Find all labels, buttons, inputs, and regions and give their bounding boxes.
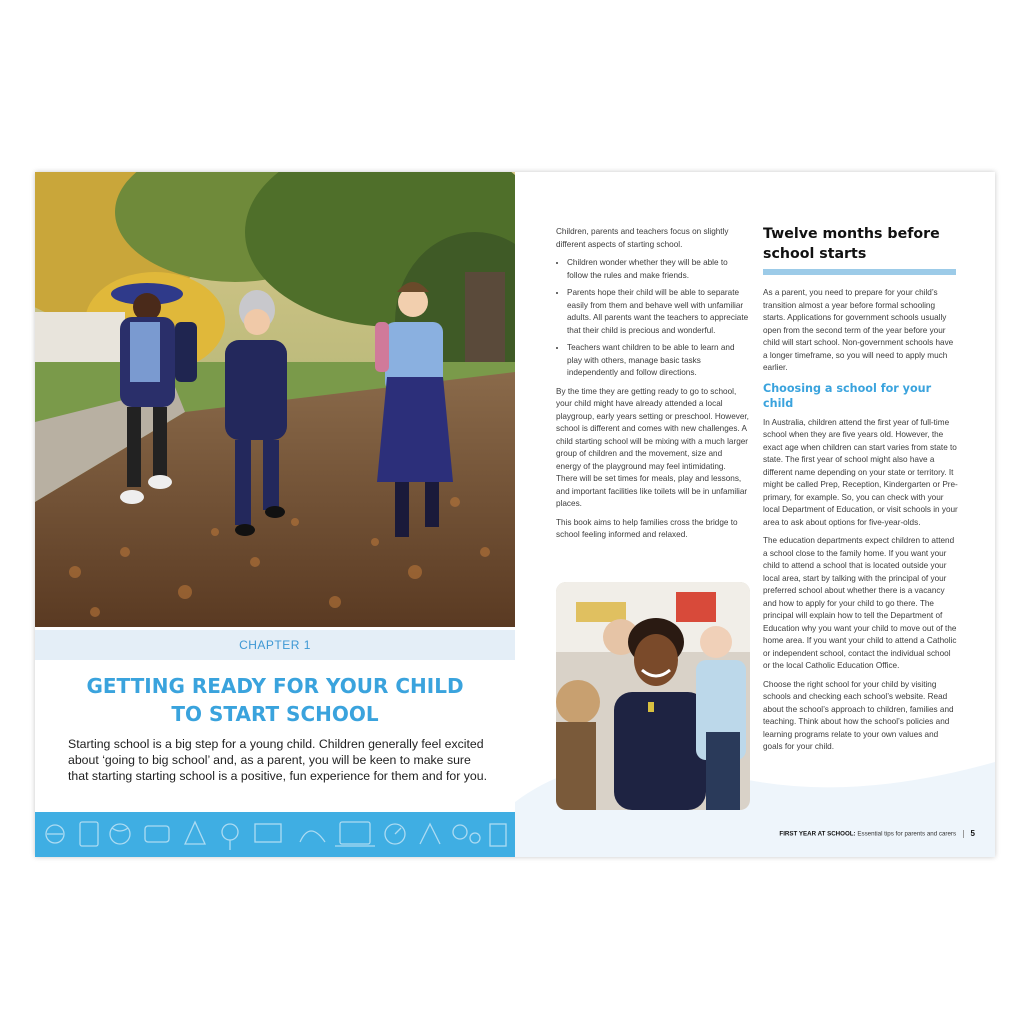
- col2-paragraph-3: The education departments expect children to attend a school close to the family home. If you want your child to attend a school that is located outside your local area, start by talking with the principal of your preferred school about whether there is a vacancy and how to apply for your child to go there. The principal will explain how to tell the Department of Education why you want your child to move out of the home area. If you want your child to attend a Catholic or independent school, contact the individual school or the local Catholic Education Office.: [763, 536, 957, 670]
- chapter-title: [55, 672, 495, 728]
- right-page: [515, 172, 995, 857]
- heading-underline: [763, 269, 956, 275]
- children-running-photo: [35, 172, 515, 627]
- focus-bullet-list: [556, 257, 749, 380]
- list-item: • Children wonder whether they will be able to follow the rules and make friends.: [567, 257, 749, 282]
- col1-paragraph-1: Children, parents and teachers focus on slightly different aspects of starting school.: [556, 227, 729, 249]
- list-item: • Parents hope their child will be able to separate easily from them and behave well with unfamiliar adults. All parents want the teachers to appreciate that their child is precious and wonderful.: [567, 287, 749, 337]
- col2-paragraph-2: In Australia, children attend the first year of full-time school when they are five years old. However, the exact age when children can start varies from state to state. The first year of school might also have a different name depending on your state or territory. It might be called Prep, Reception, Kindergarten or Pre-primary, for example. So, you can check with your local Department of Education, or visit schools in your area to ask about options for five-year-olds.: [763, 417, 958, 527]
- page-number: 5: [970, 829, 975, 838]
- chapter-title-line1: GETTING READY FOR YOUR CHILD: [86, 674, 464, 698]
- section-subheading: Choosing a school for your child: [763, 381, 932, 410]
- chapter-label: CHAPTER 1: [35, 630, 515, 660]
- text-column-left: [556, 226, 749, 548]
- footer-subtitle: Essential tips for parents and carers: [857, 830, 957, 838]
- page-footer: [735, 829, 975, 840]
- smiling-child-photo: [556, 582, 750, 810]
- chapter-title-line2: TO START SCHOOL: [171, 702, 379, 726]
- text-column-right: [763, 224, 958, 760]
- book-spread: [35, 172, 995, 857]
- left-page: [35, 172, 515, 857]
- footer-book-title: FIRST YEAR AT SCHOOL:: [779, 830, 856, 838]
- section-heading: Twelve months before school starts: [763, 226, 940, 262]
- col1-paragraph-2: By the time they are getting ready to go to school, your child might have already attended a local playgroup, early years setting or preschool. However, school is different and comes with new challenges. A child starting school will be mixing with a much larger group of children and the movement, size and energy of the playground may feel intimidating. There will be set times for meals, play and lessons, and important facilities like toilets will be in unfamiliar places.: [556, 386, 749, 508]
- col2-paragraph-4: Choose the right school for your child by visiting schools and checking each school’s website. Read about the school’s approach to children, families and teaching. Think about how the school’s policies and learning programs relate to your own values and goals for your child.: [763, 679, 954, 751]
- col2-paragraph-1: As a parent, you need to prepare for your child’s transition almost a year before formal schooling starts. Applications for government schools usually open from the second term of the year before your child will start school. Non-government schools have a longer timeframe, so you will need to apply much earlier.: [763, 288, 954, 372]
- footer-divider: [963, 830, 964, 838]
- list-item: • Teachers want children to be able to learn and play with others, manage basic tasks independently and follow directions.: [567, 342, 749, 380]
- col1-paragraph-3: This book aims to help families cross the bridge to school feeling informed and relaxed.: [556, 517, 738, 539]
- school-doodle-band: [35, 812, 515, 857]
- chapter-intro: Starting school is a big step for a young child. Children generally feel excited about ‘going to big school’ and, as a parent, you will be keen to make sure that starting starting school is a positive, fun experience for them and for you.: [68, 737, 488, 783]
